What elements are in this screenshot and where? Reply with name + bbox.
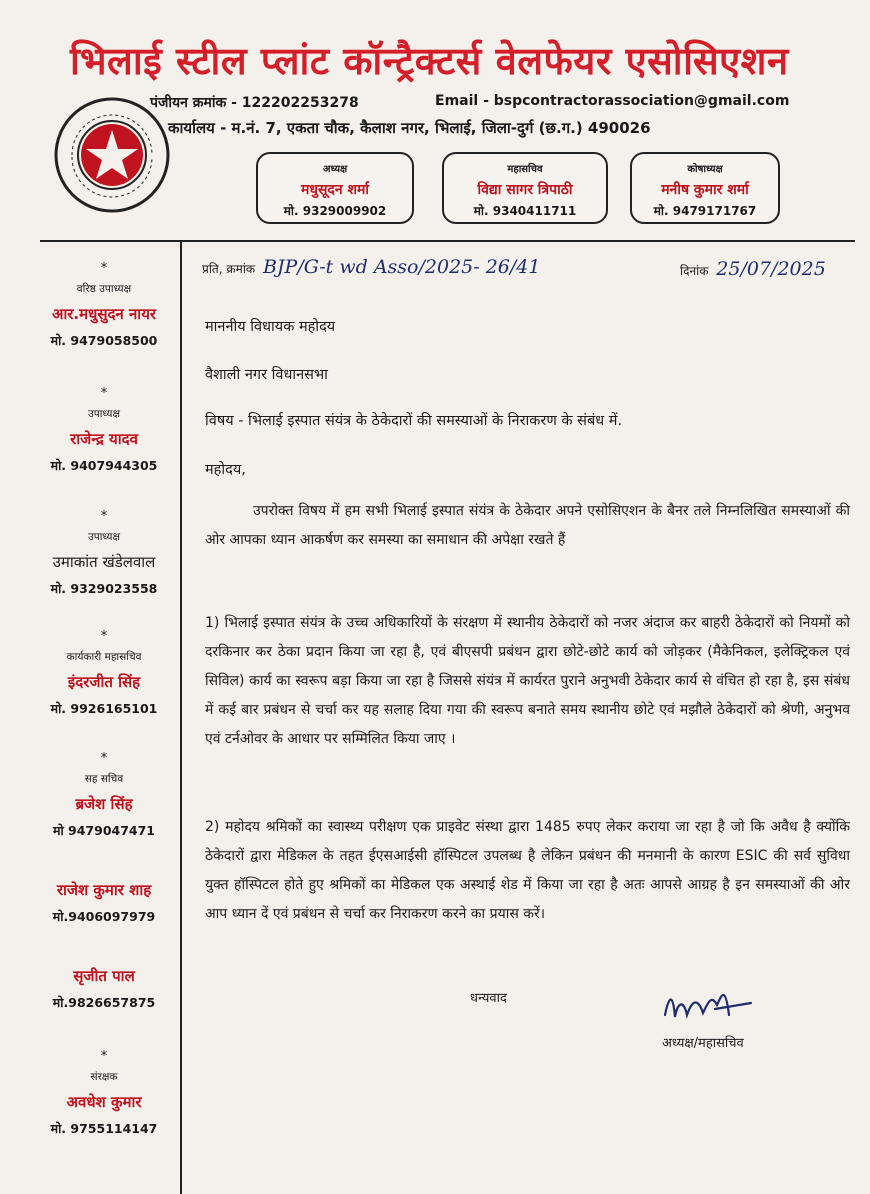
sidebar-name: सृजीत पाल <box>73 967 135 985</box>
sidebar-phone: मो. 9755114147 <box>50 1121 158 1136</box>
date-row <box>680 258 826 280</box>
thanks-text: धन्यवाद <box>470 991 507 1006</box>
signatory-title: अध्यक्ष/महासचिव <box>662 1036 744 1051</box>
sidebar-name: अवधेश कुमार <box>66 1093 142 1111</box>
header-divider <box>40 240 855 242</box>
point-two-paragraph: 2) महोदय श्रमिकों का स्वास्थ्य परीक्षण एक प्राइवेट संस्था द्वारा 1485 रुपए लेकर कराया जा रहा है जो कि अवैध है क्योंकि ठेकेदारों द्वारा मेडिकल के तहत ईएसआईसी हॉस्पिटल उपलब्ध है लेकिन प्रबंधन की मनमानी के कारण ESIC की सर्व सुविधा युक्त हॉस्पिटल होते हुए श्रमिकों का मेडिकल एक अस्थाई शेड में किया जा रहा है अतः आपसे आग्रह है इन समस्याओं की ओर आप ध्यान दें एवं प्रबंधन से चर्चा कर निराकरण करने का प्रयास करें। <box>205 819 850 922</box>
sidebar-name: राजेन्द्र यादव <box>70 430 138 448</box>
sidebar-entry <box>30 752 178 839</box>
sidebar-divider <box>180 240 182 1194</box>
sidebar-phone: मो. 9479058500 <box>50 333 158 348</box>
reference-number: BJP/G-t wd Asso/2025- 26/41 <box>262 256 541 278</box>
sidebar-entry <box>30 872 178 925</box>
sidebar-name: राजेश कुमार शाह <box>56 881 152 899</box>
to-label: प्रति, <box>202 262 223 276</box>
sidebar-role: वरिष्ठ उपाध्यक्ष <box>76 283 132 295</box>
sidebar-name: इंदरजीत सिंह <box>67 673 141 691</box>
officer-role: महासचिव <box>507 164 543 175</box>
sidebar-role: संरक्षक <box>90 1071 118 1083</box>
sidebar-name: उमाकांत खंडेलवाल <box>52 553 156 571</box>
sidebar-phone: मो 9479047471 <box>52 823 156 838</box>
star-icon: * <box>100 751 108 766</box>
constituency: वैशाली नगर विधानसभा <box>205 367 328 383</box>
star-icon: * <box>100 1049 108 1064</box>
officer-name: मधुसूदन शर्मा <box>300 182 370 198</box>
sidebar-entry <box>30 262 178 349</box>
org-title: भिलाई स्टील प्लांट कॉन्ट्रैक्टर्स वेलफेयर एसोसिएशन <box>70 39 789 83</box>
intro-paragraph: उपरोक्त विषय में हम सभी भिलाई इस्पात संयंत्र के ठेकेदार अपने एसोसिएशन के बैनर तले निम्नलिखित समस्याओं की ओर आपका ध्यान आकर्षण कर समस्या का समाधान की अपेक्षा रखते हैं <box>205 503 850 548</box>
date-value: 25/07/2025 <box>716 258 826 280</box>
sidebar-phone: मो. 9329023558 <box>50 581 158 596</box>
date-label: दिनांक <box>680 264 709 278</box>
subject-line: विषय - भिलाई इस्पात संयंत्र के ठेकेदारों की समस्याओं के निराकरण के संबंध में. <box>205 413 623 429</box>
salutation: महोदय, <box>205 462 246 478</box>
registration-number: पंजीयन क्रमांक - 12220225327​8 <box>150 95 359 111</box>
officer-name: विद्या सागर त्रिपाठी <box>477 182 573 198</box>
officer-box-president <box>256 152 414 224</box>
officer-box-treasurer <box>630 152 780 224</box>
officer-name: मनीष कुमार शर्मा <box>661 182 749 198</box>
officer-role: अध्यक्ष <box>322 164 348 175</box>
signature-icon <box>655 975 775 1035</box>
sidebar-phone: मो. 9926165101 <box>50 701 158 716</box>
sidebar-name: आर.मधुसुदन नायर <box>51 305 157 323</box>
sidebar-entry <box>30 958 178 1011</box>
star-icon: * <box>100 386 108 401</box>
sidebar-name: ब्रजेश सिंह <box>75 795 133 813</box>
officer-phone: मो. 9340411711 <box>473 204 577 218</box>
sidebar-role: उपाध्यक्ष <box>87 408 120 420</box>
recipient: माननीय विधायक महोदय <box>205 319 336 335</box>
office-address: कार्यालय - म.नं. 7, एकता चौक, कैलाश नगर, भिलाई, जिला-दुर्ग (छ.ग.) 490026 <box>168 119 651 137</box>
officer-box-general-secretary <box>442 152 608 224</box>
sidebar-role: कार्यकारी महासचिव <box>66 651 142 663</box>
officer-phone: मो. 9479171767 <box>653 204 757 218</box>
sidebar-phone: मो.9826657875 <box>52 995 156 1010</box>
star-icon: * <box>100 509 108 524</box>
reference-label: क्रमांक <box>226 262 256 276</box>
star-icon: * <box>100 261 108 276</box>
sidebar-entry <box>30 510 178 597</box>
registration-line <box>150 93 850 112</box>
sidebar-entry <box>30 1050 178 1137</box>
sidebar-phone: मो.9406097979 <box>52 909 156 924</box>
email-address: Email - bspcontractorassociation@gmail.com <box>435 93 790 109</box>
sidebar-role: उपाध्यक्ष <box>87 531 120 543</box>
reference-row <box>202 256 540 278</box>
star-icon: * <box>100 629 108 644</box>
sidebar-entry <box>30 630 178 717</box>
officer-phone: मो. 9329009902 <box>283 204 387 218</box>
sidebar-role: सह सचिव <box>84 773 124 785</box>
sidebar-phone: मो. 9407944305 <box>50 458 158 473</box>
association-seal-icon <box>52 95 172 215</box>
officer-role: कोषाध्यक्ष <box>687 164 723 175</box>
sidebar-entry <box>30 387 178 474</box>
point-one-paragraph: 1) भिलाई इस्पात संयंत्र के उच्च अधिकारियों के संरक्षण में स्थानीय ठेकेदारों को नजर अंदाज कर बाहरी ठेकेदारों को नियमों को दरकिनार कर ठेका प्रदान किया जा रहा है, एवं बीएसपी प्रबंधन द्वारा छोटे-छोटे कार्य को जोड़कर (मैकेनिकल, इलेक्ट्रिकल एवं सिविल) कार्य का स्वरूप बड़ा किया जा रहा है जिससे संयंत्र में कार्यरत पुराने अनुभवी ठेकेदार कार्य से वंचित हो रहा है, इस संबंध में कई बार प्रबंधन से चर्चा कर यह सलाह दिया गया की स्वरूप बनाते समय स्थानीय छोटे एवं मझौले ठेकेदारों को श्रेणी, अनुभव एवं टर्नओवर के आधार पर सम्मिलित किया जाए । <box>205 615 850 747</box>
